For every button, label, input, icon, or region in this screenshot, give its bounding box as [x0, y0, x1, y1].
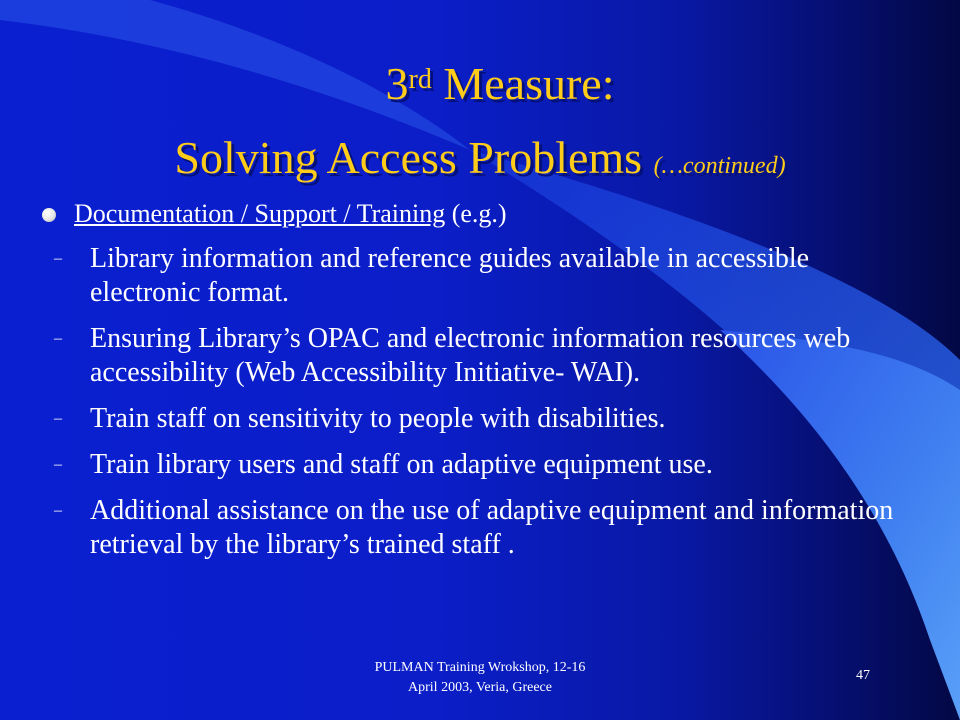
- slide-footer: [300, 658, 660, 698]
- main-bullet-link[interactable]: Documentation / Support / Training: [74, 199, 446, 228]
- sub-bullet-text: Library information and reference guides available in accessible electronic format.: [90, 243, 810, 308]
- sub-bullet-text: Train library users and staff on adaptive equipment use.: [90, 449, 713, 480]
- bullet-dot-icon: [42, 208, 56, 222]
- title-subtitle-text: Solving Access Problems: [174, 132, 654, 183]
- title-continued-note: (…continued): [653, 153, 786, 179]
- main-bullet: [40, 198, 910, 230]
- title-number: 3: [385, 58, 409, 109]
- dash-icon: –: [54, 456, 62, 473]
- dash-icon: –: [54, 410, 62, 427]
- sub-bullet-item: [40, 494, 910, 562]
- sub-bullet-item: [40, 242, 910, 310]
- slide-title-line2: [0, 132, 960, 192]
- slide-body: [40, 198, 910, 562]
- footer-line2: April 2003, Veria, Greece: [408, 680, 552, 695]
- main-bullet-suffix: (e.g.): [445, 199, 507, 228]
- sub-bullet-text: Additional assistance on the use of adaptive equipment and information retrieval by the library’s trained staff .: [90, 495, 894, 560]
- dash-icon: –: [54, 330, 62, 347]
- dash-icon: –: [54, 502, 62, 519]
- title-ordinal-suffix: rd: [408, 64, 432, 95]
- sub-bullet-text: Ensuring Library’s OPAC and electronic information resources web accessibility (Web Accessibility Initiative- WAI).: [90, 323, 851, 388]
- sub-bullet-item: [40, 448, 910, 482]
- slide-title-line1: [0, 58, 960, 110]
- footer-line1: PULMAN Training Wrokshop, 12-16: [374, 660, 586, 675]
- title-measure-text: Measure:: [431, 58, 615, 109]
- sub-bullet-item: [40, 322, 910, 390]
- sub-bullet-text: Train staff on sensitivity to people with disabilities.: [90, 403, 666, 434]
- dash-icon: –: [54, 250, 62, 267]
- sub-bullet-list: [40, 242, 910, 562]
- sub-bullet-item: [40, 402, 910, 436]
- slide-number: 47: [856, 668, 870, 683]
